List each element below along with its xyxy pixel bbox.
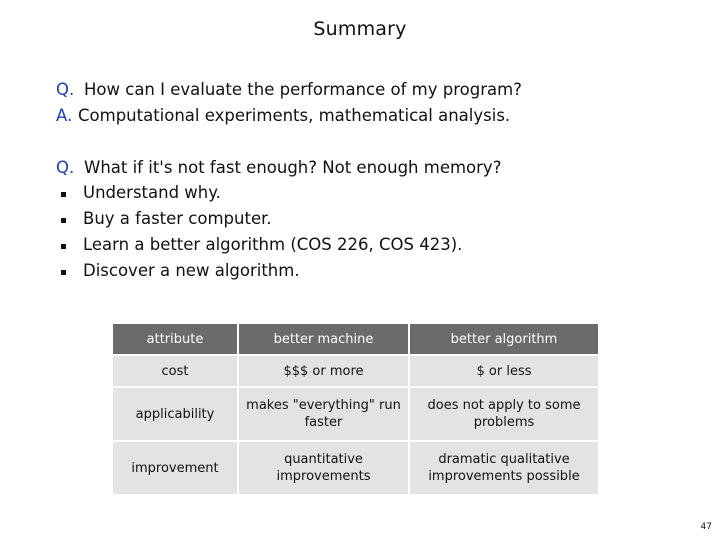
header-better-machine: better machine: [238, 323, 409, 355]
cell-better-algorithm: dramatic qualitative improvements possible: [409, 441, 599, 495]
question-2: [56, 158, 501, 177]
cell-attribute: improvement: [112, 441, 238, 495]
question-marker: Q.: [56, 80, 75, 99]
header-attribute: attribute: [112, 323, 238, 355]
bullet-marker: [61, 244, 66, 249]
slide-title: Summary: [313, 18, 407, 40]
answer-text: Computational experiments, mathematical analysis.: [78, 106, 511, 125]
question-text: How can I evaluate the performance of my program?: [84, 80, 522, 99]
bullet-marker: [61, 218, 66, 223]
table-row: [112, 441, 599, 495]
comparison-table: [111, 322, 600, 496]
answer-marker: A.: [56, 106, 73, 125]
question-1: [56, 80, 522, 99]
question-marker: Q.: [56, 158, 75, 177]
bullet-marker: [61, 192, 66, 197]
table-row: [112, 387, 599, 441]
bullet-text: Understand why.: [83, 183, 221, 202]
cell-better-algorithm: $ or less: [409, 355, 599, 387]
answer-1: [56, 106, 510, 125]
cell-attribute: cost: [112, 355, 238, 387]
bullet-text: Discover a new algorithm.: [83, 261, 300, 280]
question-text: What if it's not fast enough? Not enough memory?: [84, 158, 502, 177]
table-row: [112, 355, 599, 387]
bullet-text: Learn a better algorithm (COS 226, COS 423).: [83, 235, 463, 254]
bullet-marker: [61, 270, 66, 275]
header-better-algorithm: better algorithm: [409, 323, 599, 355]
bullet-text: Buy a faster computer.: [83, 209, 272, 228]
cell-better-machine: quantitative improvements: [238, 441, 409, 495]
cell-better-algorithm: does not apply to some problems: [409, 387, 599, 441]
page-number: 47: [700, 522, 712, 532]
table-header-row: [112, 323, 599, 355]
cell-better-machine: $$$ or more: [238, 355, 409, 387]
cell-better-machine: makes "everything" run faster: [238, 387, 409, 441]
cell-attribute: applicability: [112, 387, 238, 441]
